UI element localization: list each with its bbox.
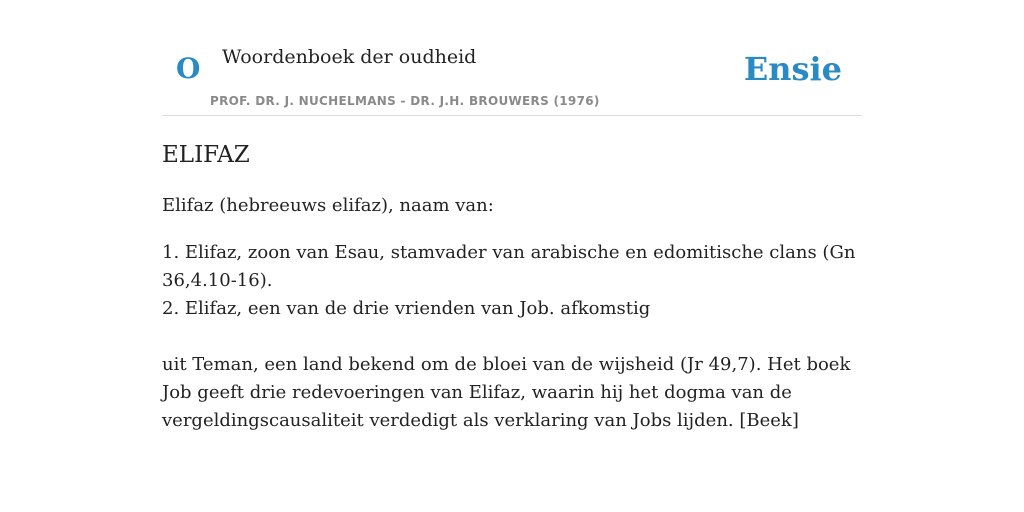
header xyxy=(162,40,862,116)
entry-continuation: uit Teman, een land bekend om de bloei van de wijsheid (Jr 49,7). Het boek Job geeft drie redevoeringen van Elifaz, waarin hij het dogma van de vergeldingscausaliteit verdedigt als verklaring van Jobs lijden. [Beek] xyxy=(162,354,851,431)
paragraph-spacer xyxy=(162,323,862,351)
entry-item-2: 2. Elifaz, een van de drie vrienden van Job. afkomstig xyxy=(162,298,651,319)
book-authors: PROF. DR. J. NUCHELMANS - DR. J.H. BROUWERS (1976) xyxy=(210,94,600,108)
entry-content xyxy=(162,138,862,435)
entry-intro: Elifaz (hebreeuws elifaz), naam van: xyxy=(162,195,494,216)
entry-item-1: 1. Elifaz, zoon van Esau, stamvader van arabische en edomitische clans (Gn 36,4.10-16). xyxy=(162,242,856,291)
letter-index-link[interactable]: O xyxy=(176,52,201,85)
entry-title: ELIFAZ xyxy=(162,142,250,168)
book-title[interactable]: Woordenboek der oudheid xyxy=(222,46,477,68)
ensie-logo-link[interactable]: Ensie xyxy=(743,50,842,88)
